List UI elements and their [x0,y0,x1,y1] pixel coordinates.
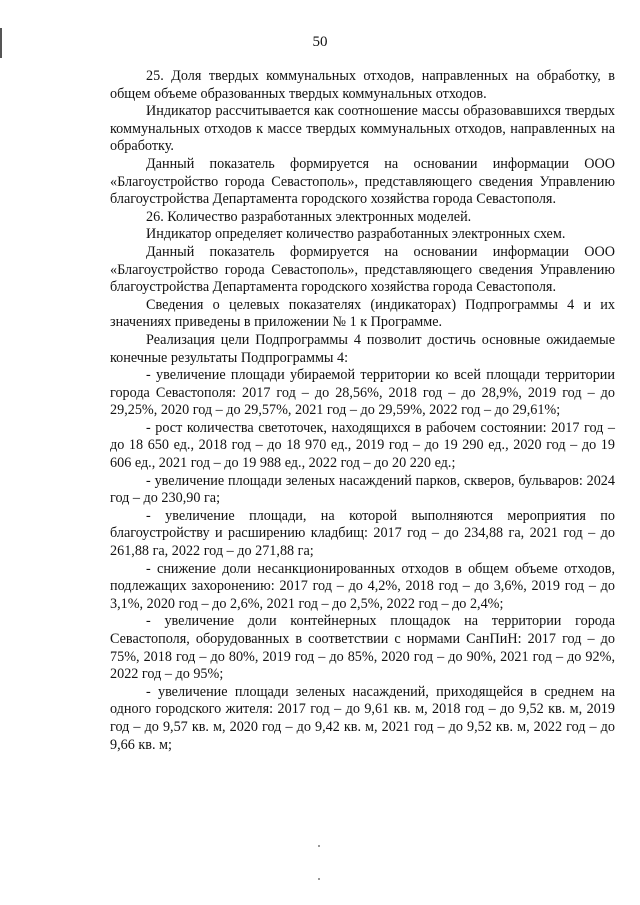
result-item-unauthorized-waste: - снижение доли несанкционированных отходов в общем объеме отходов, подлежащих захоронению: 2017 год – до 4,2%, 2018 год – до 3,6%, 2019 год – до 3,1%, 2020 год – до 2,6%, 2021 год – до 2,5%, 2022 год – до 2,4%; [110,560,615,612]
paragraph-expected-results-intro: Реализация цели Подпрограммы 4 позволит достичь основные ожидаемые конечные результаты Подпрограммы 4: [110,331,615,366]
paragraph-indicator-25-source: Данный показатель формируется на основании информации ООО «Благоустройство города Севастополь», представляющего сведения Управлению благоустройства Департамента городского хозяйства города Севастополя. [110,155,615,208]
paragraph-indicator-25-calculation: Индикатор рассчитывается как соотношение массы образовавшихся твердых коммунальных отходов к массе твердых коммунальных отходов, направленных на обработку. [110,103,615,155]
paragraph-indicator-26-source: Данный показатель формируется на основании информации ООО «Благоустройство города Севастополь», представляющего сведения Управлению благоустройства Департамента городского хозяйства города Севастополя. [110,243,615,296]
scan-speck [318,878,320,880]
result-item-green-per-resident: - увеличение площади зеленых насаждений, приходящейся в среднем на одного городского жителя: 2017 год – до 9,61 кв. м, 2018 год – до 9,52 кв. м, 2019 год – до 9,57 кв. м, 2020 год – до 9,42 кв. м, 2021 год – до 9,52 кв. м, 2022 год – до 9,66 кв. м; [110,683,615,753]
paragraph-indicator-25-title: 25. Доля твердых коммунальных отходов, направленных на обработку, в общем объеме образованных твердых коммунальных отходов. [110,68,615,102]
paragraph-indicator-26-title: 26. Количество разработанных электронных моделей. [146,208,472,225]
paragraph-indicator-26-definition: Индикатор определяет количество разработанных электронных схем. [146,226,566,243]
result-item-cemeteries: - увеличение площади, на которой выполняются мероприятия по благоустройству и расширению кладбищ: 2017 год – до 234,88 га, 2021 год – до 261,88 га, 2022 год – до 271,88 га; [110,507,615,560]
result-item-light-points: - рост количества светоточек, находящихся в рабочем состоянии: 2017 год – до 18 650 ед., 2018 год – до 18 970 ед., 2019 год – до 19 290 ед., 2020 год – до 19 606 ед., 2021 год – до 19 988 ед., 2022 год – до 20 220 ед.; [110,419,615,472]
scan-speck [318,845,320,847]
document-body [110,68,615,754]
result-item-cleaned-territory: - увеличение площади убираемой территории ко всей площади территории города Севастополя: 2017 год – до 28,56%, 2018 год – до 28,9%, 2019 год – до 29,25%, 2020 год – до 29,57%, 2021 год – до 29,59%, 2022 год – до 29,61%; [110,367,615,419]
result-item-container-sites: - увеличение доли контейнерных площадок на территории города Севастополя, оборудованных в соответствии с нормами СанПиН: 2017 год – до 75%, 2018 год – до 80%, 2019 год – до 85%, 2020 год – до 90%, 2021 год – до 92%, 2022 год – до 95%; [110,613,615,683]
page-number: 50 [312,34,328,50]
paragraph-appendix-reference: Сведения о целевых показателях (индикаторах) Подпрограммы 4 и их значениях приведены в приложении № 1 к Программе. [110,296,615,331]
result-item-green-parks: - увеличение площади зеленых насаждений парков, скверов, бульваров: 2024 год – до 230,90 га; [110,472,615,507]
